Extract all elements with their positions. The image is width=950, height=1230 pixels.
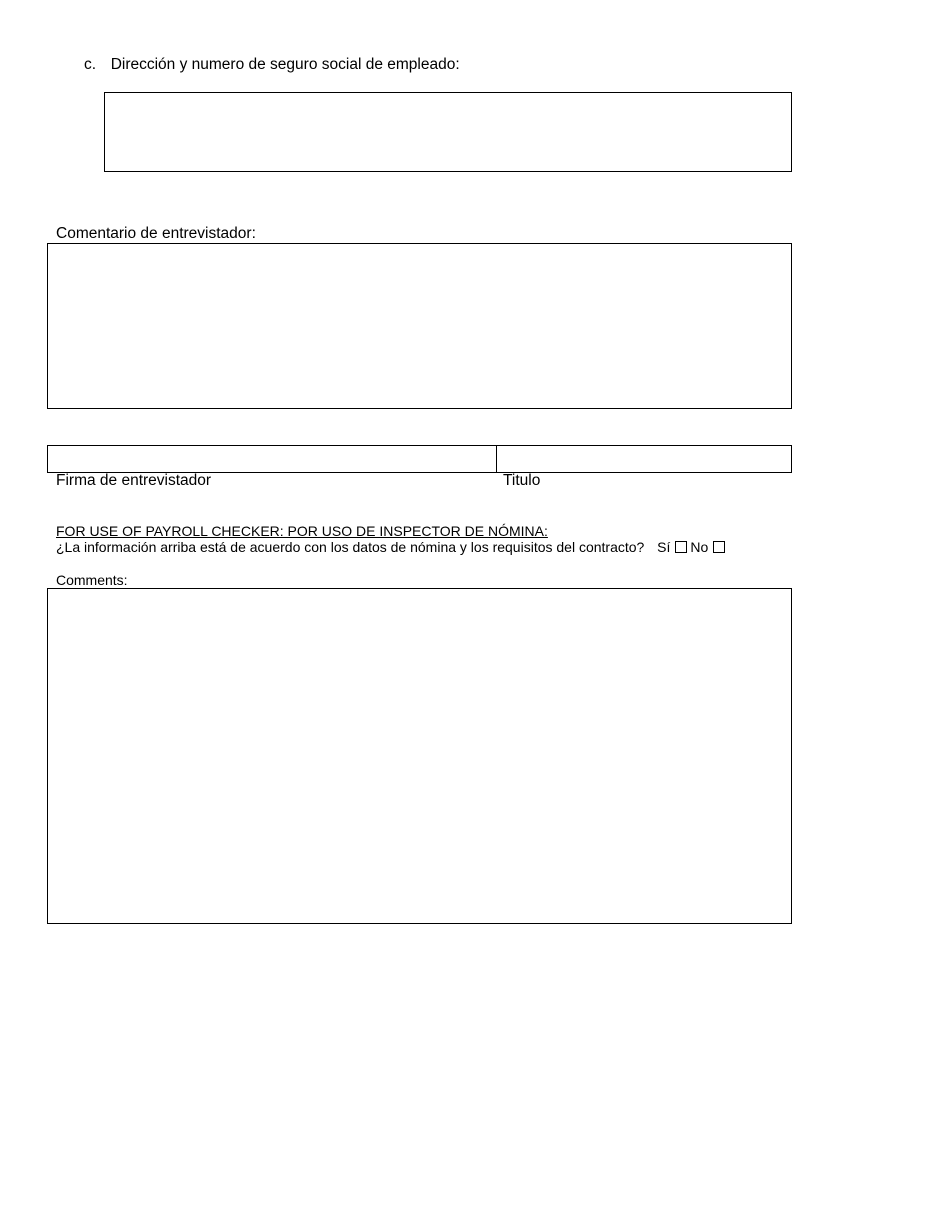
section-c-label-row xyxy=(84,56,460,74)
comments-field[interactable] xyxy=(47,588,792,924)
title-label: Titulo xyxy=(503,472,541,489)
payroll-question: ¿La información arriba está de acuerdo con los datos de nómina y los requisitos del contracto? xyxy=(56,539,645,555)
payroll-checker-heading: FOR USE OF PAYROLL CHECKER: POR USO DE INSPECTOR DE NÓMINA: xyxy=(56,523,548,539)
interviewer-comment-label: Comentario de entrevistador: xyxy=(56,225,256,242)
title-field[interactable] xyxy=(496,445,792,473)
payroll-question-row xyxy=(56,539,728,555)
interviewer-signature-field[interactable] xyxy=(47,445,497,473)
interviewer-comment-field[interactable] xyxy=(47,243,792,409)
section-c-label: Dirección y numero de seguro social de empleado: xyxy=(110,56,460,73)
address-ssn-field[interactable] xyxy=(104,92,792,172)
no-checkbox[interactable] xyxy=(713,541,725,553)
section-c-marker: c. xyxy=(84,56,97,73)
yes-checkbox[interactable] xyxy=(675,541,687,553)
no-label: No xyxy=(690,539,709,555)
signature-label: Firma de entrevistador xyxy=(56,472,212,489)
yes-label: Sí xyxy=(657,539,671,555)
comments-label: Comments: xyxy=(56,572,128,588)
